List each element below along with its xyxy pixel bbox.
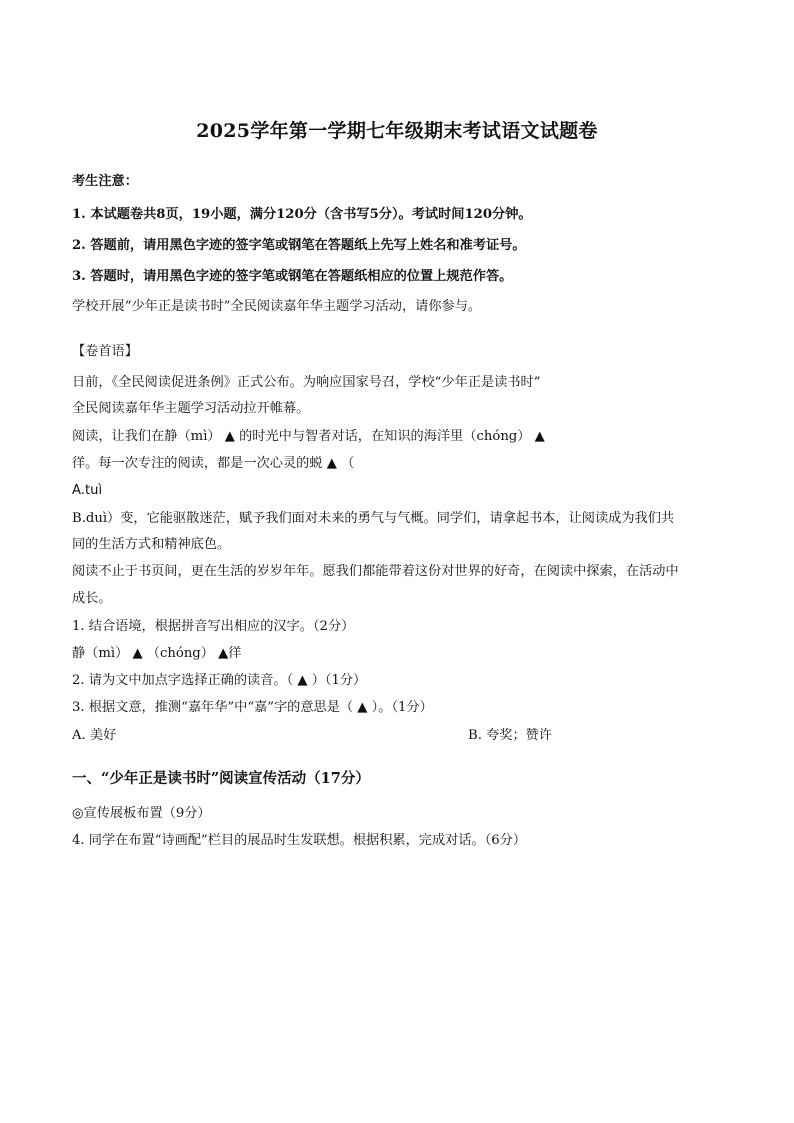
question-3-options bbox=[72, 727, 732, 745]
preface-line-7: 阅读不止于书页间，更在生活的岁岁年年。愿我们都能带着这份对世界的好奇，在阅读中探索，在活动中 bbox=[72, 564, 679, 579]
preface-line-6: 同的生活方式和精神底色。 bbox=[72, 537, 231, 552]
notice-heading: 考生注意： bbox=[72, 174, 138, 189]
question-3: 3. 根据文意，推测“嘉年华”中“嘉”字的意思是（ ▲ ）。（1分） bbox=[72, 700, 433, 715]
question-3-option-a: A. 美好 bbox=[72, 728, 117, 743]
question-3-option-b: B. 夸奖；赞许 bbox=[468, 728, 553, 743]
preface-option-a: A.tuì bbox=[72, 483, 103, 498]
preface-line-8: 成长。 bbox=[72, 591, 112, 606]
exam-title: 2025学年第一学期七年级期末考试语文试题卷 bbox=[196, 120, 598, 142]
preface-line-4: 徉。每一次专注的阅读，都是一次心灵的蜕 ▲ （ bbox=[72, 456, 355, 471]
question-1-answer-line: 静（mì） ▲ （chóng） ▲徉 bbox=[72, 646, 242, 661]
section-1-heading: 一、“少年正是读书时”阅读宣传活动（17分） bbox=[72, 770, 370, 787]
section-1-subheading: ◎宣传展板布置（9分） bbox=[72, 806, 211, 821]
notice-item-3: 3. 答题时，请用黑色字迹的签字笔或钢笔在答题纸相应的位置上规范作答。 bbox=[72, 269, 513, 284]
preface-line-3: 阅读，让我们在静（mì） ▲ 的时光中与智者对话，在知识的海洋里（chóng） ▲ bbox=[72, 429, 545, 444]
notice-item-1: 1. 本试题卷共8页，19小题，满分120分（含书写5分）。考试时间120分钟。 bbox=[72, 207, 532, 222]
preface-line-2: 全民阅读嘉年华主题学习活动拉开帷幕。 bbox=[72, 401, 310, 416]
notice-item-2: 2. 答题前，请用黑色字迹的签字笔或钢笔在答题纸上先写上姓名和准考证号。 bbox=[72, 238, 526, 253]
preface-heading: 【卷首语】 bbox=[72, 344, 138, 359]
question-2: 2. 请为文中加点字选择正确的读音。（ ▲ ）（1分） bbox=[72, 673, 367, 688]
question-4: 4. 同学在布置“诗画配”栏目的展品时生发联想。根据积累，完成对话。（6分） bbox=[72, 833, 527, 848]
preface-line-1: 日前，《全民阅读促进条例》正式公布。为响应国家号召，学校“少年正是读书时” bbox=[72, 375, 541, 390]
question-1: 1. 结合语境，根据拼音写出相应的汉字。（2分） bbox=[72, 619, 355, 634]
preface-line-5: B.duì）变，它能驱散迷茫，赋予我们面对未来的勇气与气概。同学们，请拿起书本，让阅读成为我们共 bbox=[72, 511, 675, 526]
intro-text: 学校开展“少年正是读书时”全民阅读嘉年华主题学习活动，请你参与。 bbox=[72, 299, 482, 314]
